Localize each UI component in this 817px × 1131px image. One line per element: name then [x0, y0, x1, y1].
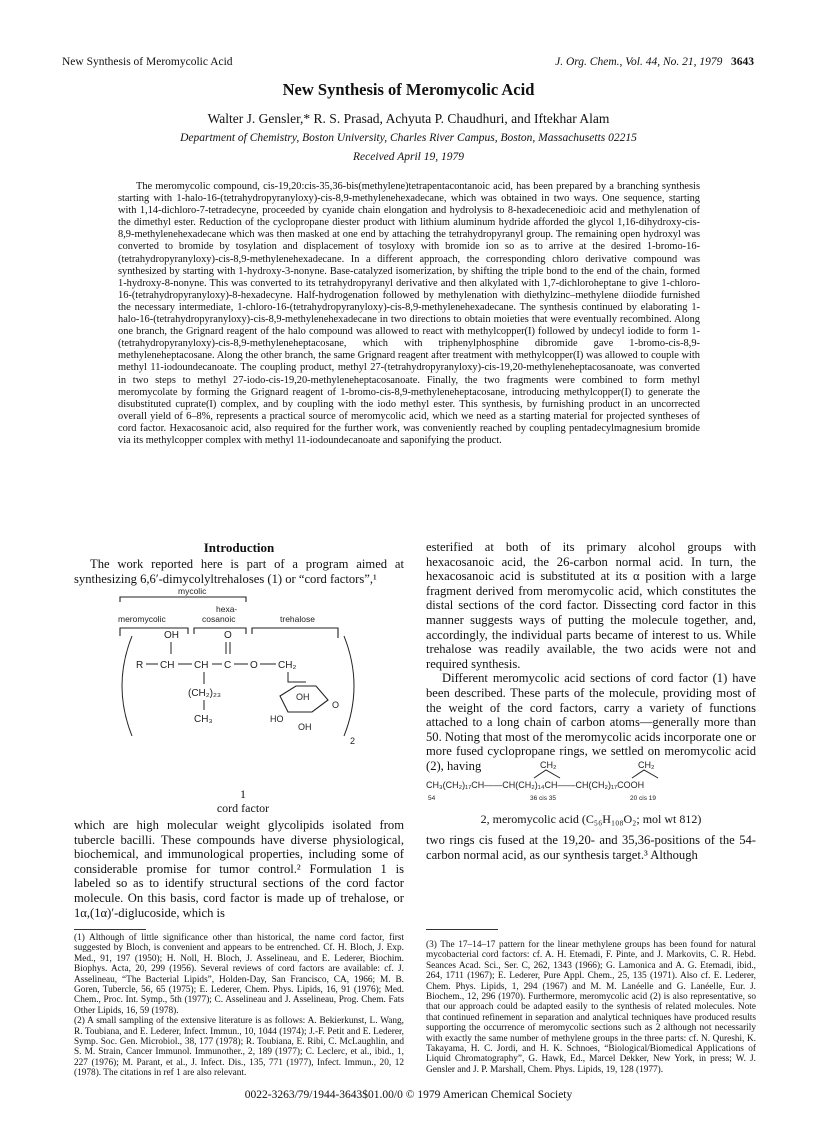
footnote-2: (2) A small sampling of the extensive literature is as follows: A. Bekierkunst, L. Wang, R. Toubiana, and E. Lederer, Infect. Immun., 10, 1044 (1974); J.-F. Petit and E. Lederer, Symp. Soc. Gen. Microbiol., 38, 177 (1978); R. Toubiana, E. Ribi, C. McLaughlin, and S. M. Strain, Cancer Immunol. Immunother., 2, 189 (1977); C. Leclerc, et al., ibid., 1, 227 (1976); M. Parant, et al., J. Infect. Dis., 135, 771 (1977), Infect. Immun., 20, 12 (1978). The citations in ref 1 are also relevant.	[74, 1016, 404, 1079]
bracket-trehalose	[252, 628, 338, 638]
footnote-rule-right	[426, 929, 498, 930]
locant-54: 54	[428, 795, 436, 802]
atom-oh: OH	[164, 630, 179, 641]
ring-ho: HO	[270, 714, 284, 724]
page-number: 3643	[731, 56, 754, 68]
chain-ch-1: CH	[160, 660, 175, 671]
locant-20-19: 20 cis 19	[630, 795, 657, 802]
article-title: New Synthesis of Meromycolic Acid	[282, 80, 535, 99]
chain-ch-2: CH	[194, 660, 209, 671]
footnotes-left	[74, 933, 404, 1079]
atom-o-carbonyl: O	[224, 630, 232, 641]
chain-c: C	[224, 660, 232, 671]
chain-bond	[288, 672, 306, 682]
intro-text-4: Different meromycolic acid sections of cord factor (1) have been described. These parts of the molecule, providing most of the weight of the cord factors, carry a variety of functions attached to a long chain of carbon atoms—generally more than 50. Noting that most of the meromycolic acids incorporate one or more fused cyclopropane rings, we settled on meromycolic acid (2), having	[426, 671, 756, 773]
meromycolic-formula: CH₃(CH₂)₁₇CH——CH(CH₂)₁₄CH——CH(CH₂)₁₇COOH	[426, 780, 645, 790]
ring-o: O	[332, 700, 340, 710]
cyclopropane-ring-b	[632, 770, 658, 778]
intro-text-1: The work reported here is part of a program aimed at synthesizing 6,6′-dimycolyltrehaloses (1) or “cord factors”,¹	[74, 557, 404, 586]
compound-caption-2: 2, meromycolic acid (C₅₆H₁₀₈O₂; mol wt 812)	[480, 812, 702, 826]
footnote-rule-left	[74, 929, 146, 930]
structure-1-cord-factor	[118, 586, 368, 782]
ring-oh-2: OH	[298, 722, 312, 732]
label-mycolic: mycolic	[178, 586, 207, 596]
label-hexa: hexa-	[216, 604, 238, 614]
substituent-ch3: CH₃	[194, 714, 213, 725]
intro-paragraph-1	[74, 557, 404, 586]
cyclopropane-ch2-a: CH₂	[540, 760, 557, 770]
copyright-footer: 0022-3263/79/1944-3643$01.00/0 © 1979 American Chemical Society	[244, 1089, 573, 1101]
author-list: Walter J. Gensler,* R. S. Prasad, Achyuta P. Chaudhuri, and Iftekhar Alam	[207, 111, 610, 126]
cyclopropane-ch2-b: CH₂	[638, 760, 655, 770]
cyclopropane-ring-a	[534, 770, 560, 778]
chain-o: O	[250, 660, 258, 671]
label-meromycolic: meromycolic	[118, 614, 166, 624]
running-header-left: New Synthesis of Meromycolic Acid	[62, 56, 233, 68]
received-date: Received April 19, 1979	[353, 151, 464, 163]
compound-number-1: 1	[240, 787, 246, 801]
footnote-1: (1) Although of little significance other than historical, the name cord factor, first suggested by Bloch, is convenient and appears to be entrenched. Cf. H. Bloch, J. Exp. Med., 91, 197 (1950); H. Noll, H. Bloch, J. Asselineau, and E. Lederer, Biochim. Biophys. Acta, 20, 299 (1956). Several reviews of cord factors are available: cf. J. Asselineau, “The Bacterial Lipids”, Holden-Day, San Francisco, CA, 1966; M. B. Goren, Tubercle, 56, 65 (1975); E. Lederer, Chem. Phys. Lipids, 16, 91 (1976); Med. Chem., Proc. Int. Symp., 5th (1977); C. Asselineau and J. Asselineau, Prog. Chem. Fats Other Lipids, 16, 59 (1978).	[74, 933, 404, 1016]
subscript-2: 2	[350, 736, 356, 746]
abstract: The meromycolic compound, cis-19,20:cis-35,36-bis(methylene)tetrapentacontanoic acid, has been prepared by a branching synthesis starting with 1-halo-16-(tetrahydropyranyloxy)-cis-8,9-methylenehexadecane, which was obtained in two ways. One sequence, starting with 1,14-dichloro-7-tetradecyne, proceeded by cyanide chain elongation and hydrolysis to 8-hexadecenedioic acid and methylenation of the dimethyl ester. Reduction of the cyclopropane diester product with lithium aluminum hydride afforded the glycol 1,16-dihydroxy-cis-8,9-methylenehexadecane which was then masked at one end by attaching the tetrahydropyranyl group. The remaining open hydroxyl was converted to bromide by tosylation and displacement of tosyloxy with bromide ion so as to arrive at the desired 1-bromo-16-(tetrahydropyranyloxy)-cis-8,9-methylenehexadecane. In a different approach, the corresponding chloro derivative compound was synthesized by starting with 1-hydroxy-3-nonyne. Base-catalyzed isomerization, by shifting the triple bond to the end of the chain, formed 1-hydroxy-8-nonyne. This was converted to its tetrahydropyranyl derivative and then alkylated with 1,7-dichloroheptane to give 1-chloro-16-(tetrahydropyranyloxy)-8-hexadecyne. Half-hydrogenation followed by methylenation with diethylzinc–methylene diiodide furnished the necessary intermediate, 1-chloro-16-(tetrahydropyranyloxy)-cis-8,9-methylenehexadecane. The synthesis continued by elaborating 1-halo-16-(tetrahydropyranyloxy)-cis-8,9-methylenehexadecane in two directions to obtain moieties that were eventually recombined. Along one branch, the Grignard reagent of the halo compound was allowed to react with methylcopper(I) followed by undecyl iodide to form 1-(tetrahydropyranyloxy)-cis-8,9-methyleneheptacosane, which with triphenylphosphine dibromide gave 1-bromo-cis-8,9-methyleneheptacosane. Along the other branch, the same Grignard reagent after treatment with methylcopper(I) was allowed to couple with methyl 11-iodoundecanoate. The coupling product, methyl 27-(tetrahydropyranyloxy)-cis-19,20-methyleneheptacosanoate, was converted in two steps to methyl 27-iodo-cis-19,20-methyleneheptacosanoate. Finally, the two fragments were combined to form methyl meromycolate by forming the Grignard reagent of 1-bromo-cis-8,9-methyleneheptacosane, introducing methylcopper(I) to generate the disubstituted cuprate(I) complex, and by coupling with the iodo methyl ester. This synthesis, by furnishing product in an uncorrected overall yield of 6–8%, represents a practical source of meromycolic acid, which we need as a starting material for projected syntheses of cord factor. Hexacosanoic acid, also required for the further work, was conveniently reached by coupling pentadecylmagnesium bromide via its methylcopper complex with methyl 11-iodoundecanoate and saponifying the product.	[118, 181, 700, 446]
chain-ch2: CH₂	[278, 660, 297, 671]
compound-caption-1: cord factor	[216, 801, 270, 815]
footnote-3: (3) The 17–14–17 pattern for the linear methylene groups has been found for natural mycobacterial cord factors: cf. A. H. Etemadi, F. Pinte, and J. Markovits, C. R. Hebd. Seances Acad. Sci., Ser. C, 262, 1343 (1966); G. Lamonica and A. G. Etemadi, ibid., 264, 1711 (1967); E. Lederer, Pure Appl. Chem., 25, 135 (1971). Also cf. E. Lederer, Chem. Phys. Lipids, 1, 294 (1967) and M. M. Lanéelle and G. Lanéelle, Eur. J. Biochem., 12, 296 (1970). Furthermore, meromycolic acid (2) is also representative, so that our approach could be adapted easily to the synthesis of related molecules. Note that continued refinement in separation and analytical techniques have produced results supporting the occurrence of meromycolic sections such as 2 although not necessarily with exactly the same number of methylene groups in the three parts: cf. N. Qureshi, K. Takayama, H. C. Jordi, and H. K. Schnoes, “Biological/Biomedical Applications of Liquid Chromatography”, G. Hawk, Ed., Marcel Dekker, New York, in press; W. J. Gensler and J. P. Marshall, Chem. Phys. Lipids, 19, 128 (1977).	[426, 940, 756, 1075]
journal-citation: J. Org. Chem., Vol. 44, No. 21, 1979	[555, 56, 723, 68]
intro-text-2: which are high molecular weight glycolipids isolated from tubercle bacilli. These compounds have diverse physiological, biochemical, and immunological properties, including some of considerable promise for tumor control.² Formulation 1 is labeled so as to identify structural sections of the cord factor molecule. On this basis, cord factor is made up of trehalose, or 1α,(1α)′-diglucoside, which is	[74, 818, 404, 920]
label-cosanoic: cosanoic	[202, 614, 236, 624]
section-heading-introduction: Introduction	[203, 540, 275, 555]
affiliation: Department of Chemistry, Boston University, Charles River Campus, Boston, Massachusetts 02215	[180, 132, 637, 144]
intro-paragraph-2	[74, 818, 404, 920]
bracket-mycolic	[120, 597, 246, 602]
footnotes-right	[426, 940, 756, 1075]
locant-36-35: 36 cis 35	[530, 795, 557, 802]
chain-r: R	[136, 660, 144, 671]
bracket-hexacosanoic	[194, 628, 246, 634]
intro-text-3: esterified at both of its primary alcohol groups with hexacosanoic acid, the 26-carbon normal acid. In turn, the hexacosanoic acid is substituted at its α position with a large fragment derived from meromycolic acid, which constitutes the distal sections of the cord factor. Dissecting cord factor in this manner suggests ways of putting the molecule together, and, accordingly, the individual parts became of interest to us. While trehalose was readily available, the two acids were not and required synthesis.	[426, 540, 756, 671]
running-header-right	[555, 56, 754, 68]
intro-paragraph-3	[426, 540, 756, 774]
paren-right	[344, 636, 354, 736]
intro-text-5: two rings cis fused at the 19,20- and 35,36-positions of the 54-carbon normal acid, as our synthesis target.³ Although	[426, 833, 756, 862]
label-trehalose: trehalose	[280, 614, 315, 624]
paren-left	[122, 636, 132, 736]
ring-oh: OH	[296, 692, 310, 702]
substituent-ch2-23: (CH₂)₂₃	[188, 688, 221, 699]
intro-paragraph-5	[426, 833, 756, 862]
structure-2-meromycolic-acid	[426, 758, 756, 814]
